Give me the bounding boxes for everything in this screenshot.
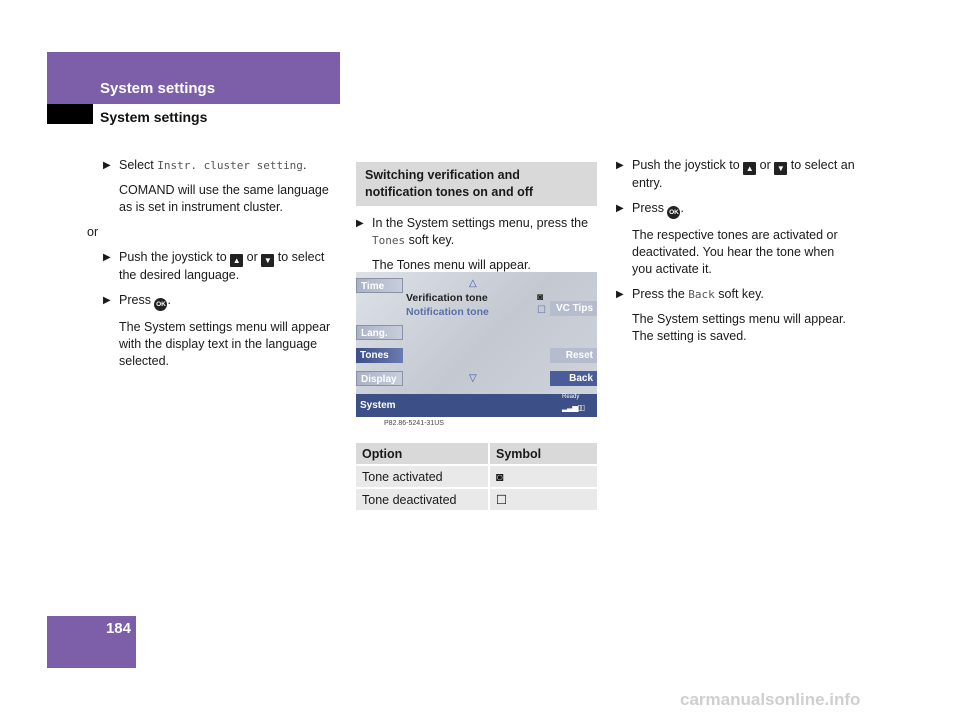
bullet-arrow-icon: ▶ — [103, 160, 111, 171]
verification-tone-item: Verification tone — [406, 292, 488, 304]
step-push-joystick-entry: ▶ Push the joystick to ▲ or ▼ to select an entry. — [616, 158, 855, 190]
softkey-vctips: VC Tips — [550, 301, 597, 316]
page-number: 184 — [105, 620, 131, 637]
chapter-title: System settings — [100, 80, 216, 97]
notification-tone-item: Notification tone — [406, 306, 489, 318]
watermark: carmanualsonline.info — [680, 690, 861, 709]
scroll-down-icon: ▽ — [469, 373, 477, 384]
table-cell-option: Tone activated — [356, 466, 490, 487]
softkey-code: Back — [688, 288, 715, 301]
paragraph: The System settings menu will appear. The setting is saved. — [632, 312, 846, 343]
joystick-up-icon: ▲ — [743, 162, 756, 175]
table-cell-option: Tone deactivated — [356, 489, 490, 510]
figure-caption: P82.86-5241-31US — [384, 420, 444, 427]
or-text: or — [87, 225, 99, 239]
menu-item-code: Instr. cluster setting — [157, 159, 303, 172]
paragraph: The Tones menu will appear. — [372, 258, 531, 272]
paragraph: The respective tones are activated or deactivated. You hear the tone when you activate it. — [632, 228, 838, 276]
status-ready-label: Ready — [562, 394, 580, 400]
joystick-down-icon: ▼ — [774, 162, 787, 175]
section-title: System settings — [100, 109, 208, 125]
paragraph: The System settings menu will appear with the display text in the language selected. — [119, 320, 331, 368]
section-tab-marker — [47, 104, 93, 124]
bullet-arrow-icon: ▶ — [103, 252, 111, 263]
right-column — [616, 157, 856, 353]
softkey-lang: Lang. — [356, 325, 403, 340]
joystick-up-icon: ▲ — [230, 254, 243, 267]
checkbox-unchecked-icon: ☐ — [490, 489, 597, 510]
step-press-ok: ▶ Press OK . — [616, 200, 856, 219]
softkey-display: Display — [356, 371, 403, 386]
checkbox-checked-icon: ◙ — [490, 466, 597, 487]
table-header-option: Option — [356, 443, 490, 464]
tones-menu-screenshot — [356, 272, 597, 417]
bullet-arrow-icon: ▶ — [616, 289, 624, 300]
bullet-arrow-icon: ▶ — [356, 218, 364, 229]
step-press-ok: ▶ Press OK . — [103, 292, 339, 311]
step-push-joystick: ▶ Push the joystick to ▲ or ▼ to select the desired language. — [103, 250, 325, 282]
softkey-back: Back — [550, 371, 597, 386]
ok-button-icon: OK — [154, 298, 167, 311]
softkey-reset: Reset — [550, 348, 597, 363]
section-heading: Switching verification and notification tones on and off — [356, 162, 597, 206]
bullet-arrow-icon: ▶ — [616, 160, 624, 171]
softkey-time: Time — [356, 278, 403, 293]
table-header-symbol: Symbol — [490, 443, 597, 464]
step-press-back: ▶ Press the Back soft key. — [616, 287, 764, 301]
table-row — [356, 466, 597, 487]
table-header-row — [356, 443, 597, 464]
softkey-code: Tones — [372, 234, 406, 247]
joystick-down-icon: ▼ — [261, 254, 274, 267]
status-system-label: System — [360, 400, 396, 411]
left-column — [87, 157, 339, 378]
bullet-arrow-icon: ▶ — [103, 295, 111, 306]
middle-column — [356, 162, 597, 282]
paragraph: COMAND will use the same language as is set in instrument cluster. — [119, 183, 329, 214]
softkey-tones: Tones — [356, 348, 403, 363]
checkbox-unchecked-icon: ☐ — [537, 305, 546, 316]
checkbox-checked-icon: ◙ — [537, 292, 544, 303]
ok-button-icon: OK — [667, 206, 680, 219]
signal-strength-icon: ▂▃▅▯▯ — [562, 403, 585, 412]
step-press-tones: ▶ In the System settings menu, press the Tones soft key. — [356, 216, 589, 247]
step-select-instr: ▶ Select Instr. cluster setting. — [103, 158, 307, 172]
scroll-up-icon: △ — [469, 278, 477, 289]
bullet-arrow-icon: ▶ — [616, 203, 624, 214]
tone-symbol-table — [356, 441, 597, 512]
table-row — [356, 489, 597, 510]
